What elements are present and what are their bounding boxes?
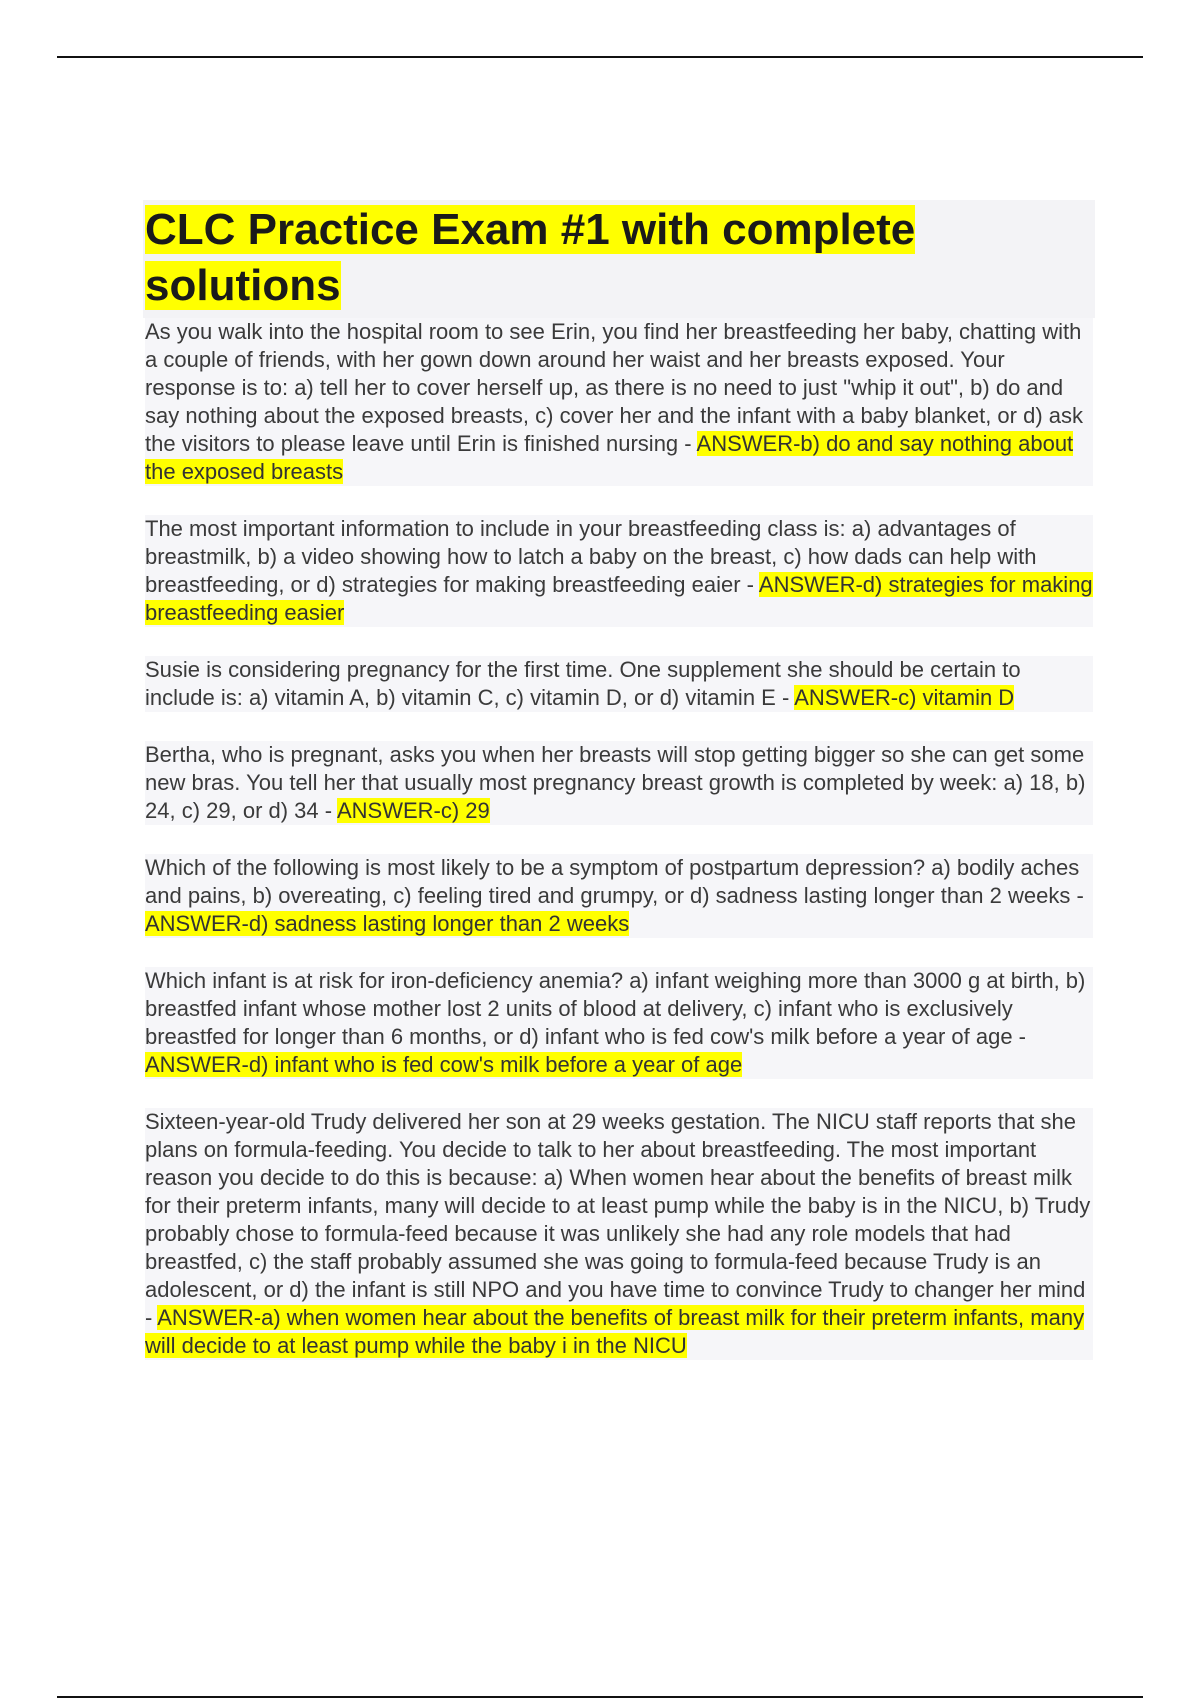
question-item-1 bbox=[145, 318, 1093, 486]
title-block bbox=[143, 200, 1095, 318]
question-text: Which infant is at risk for iron-deficiency anemia? a) infant weighing more than 3000 g at birth, b) breastfed infant whose mother lost 2 units of blood at delivery, c) infant who is exclusively breastfed for longer than 6 months, or d) infant who is fed cow's milk before a year of age - bbox=[145, 968, 1086, 1049]
document-title bbox=[145, 202, 1095, 314]
question-text: Sixteen-year-old Trudy delivered her son at 29 weeks gestation. The NICU staff reports that she plans on formula-feeding. You decide to talk to her about breastfeeding. The most important reason you decide to do this is because: a) When women hear about the benefits of breast milk for their preterm infants, many will decide to at least pump while the baby is in the NICU, b) Trudy probably chose to formula-feed because it was unlikely she had any role models that had breastfed, c) the staff probably assumed she was going to formula-feed because Trudy is an adolescent, or d) the infant is still NPO and you have time to convince Trudy to changer her mind - bbox=[145, 1109, 1091, 1330]
question-text: Susie is considering pregnancy for the first time. One supplement she should be certain to include is: a) vitamin A, b) vitamin C, c) vitamin D, or d) vitamin E - bbox=[145, 657, 1021, 710]
answer-text: ANSWER-c) vitamin D bbox=[794, 685, 1015, 710]
question-text: As you walk into the hospital room to see Erin, you find her breastfeeding her baby, chatting with a couple of friends, with her gown down around her waist and her breasts exposed. Your response is to: a) tell her to cover herself up, as there is no need to just "whip it out", b) do and say nothing about the exposed breasts, c) cover her and the infant with a baby blanket, or d) ask the visitors to please leave until Erin is finished nursing - bbox=[145, 319, 1084, 456]
document-body bbox=[145, 200, 1093, 1389]
question-text: The most important information to include in your breastfeeding class is: a) advantages of breastmilk, b) a video showing how to latch a baby on the breast, c) how dads can help with breastfeeding, or d) strategies for making breastfeeding eaier - bbox=[145, 516, 1037, 597]
bottom-rule bbox=[57, 1696, 1143, 1698]
question-item-3 bbox=[145, 656, 1093, 712]
answer-text: ANSWER-a) when women hear about the benefits of breast milk for their preterm infants, many will decide to at least pump while the baby i in the NICU bbox=[145, 1305, 1085, 1358]
answer-text: ANSWER-d) sadness lasting longer than 2 weeks bbox=[145, 911, 630, 936]
answer-text: ANSWER-c) 29 bbox=[336, 798, 490, 823]
question-item-7 bbox=[145, 1108, 1093, 1360]
question-text: Which of the following is most likely to be a symptom of postpartum depression? a) bodily aches and pains, b) overeating, c) feeling tired and grumpy, or d) sadness lasting longer than 2 weeks - bbox=[145, 855, 1084, 908]
answer-text: ANSWER-d) strategies for making breastfeeding easier bbox=[145, 572, 1093, 625]
top-rule bbox=[57, 56, 1143, 58]
document-title-text: CLC Practice Exam #1 with complete solutions bbox=[145, 205, 916, 310]
answer-text: ANSWER-b) do and say nothing about the exposed breasts bbox=[145, 431, 1074, 484]
question-item-6 bbox=[145, 967, 1093, 1079]
question-item-2 bbox=[145, 515, 1093, 627]
question-item-4 bbox=[145, 741, 1093, 825]
question-item-5 bbox=[145, 854, 1093, 938]
question-text: Bertha, who is pregnant, asks you when her breasts will stop getting bigger so she can get some new bras. You tell her that usually most pregnancy breast growth is completed by week: a) 18, b) 24, c) 29, or d) 34 - bbox=[145, 742, 1086, 823]
answer-text: ANSWER-d) infant who is fed cow's milk before a year of age bbox=[145, 1052, 743, 1077]
